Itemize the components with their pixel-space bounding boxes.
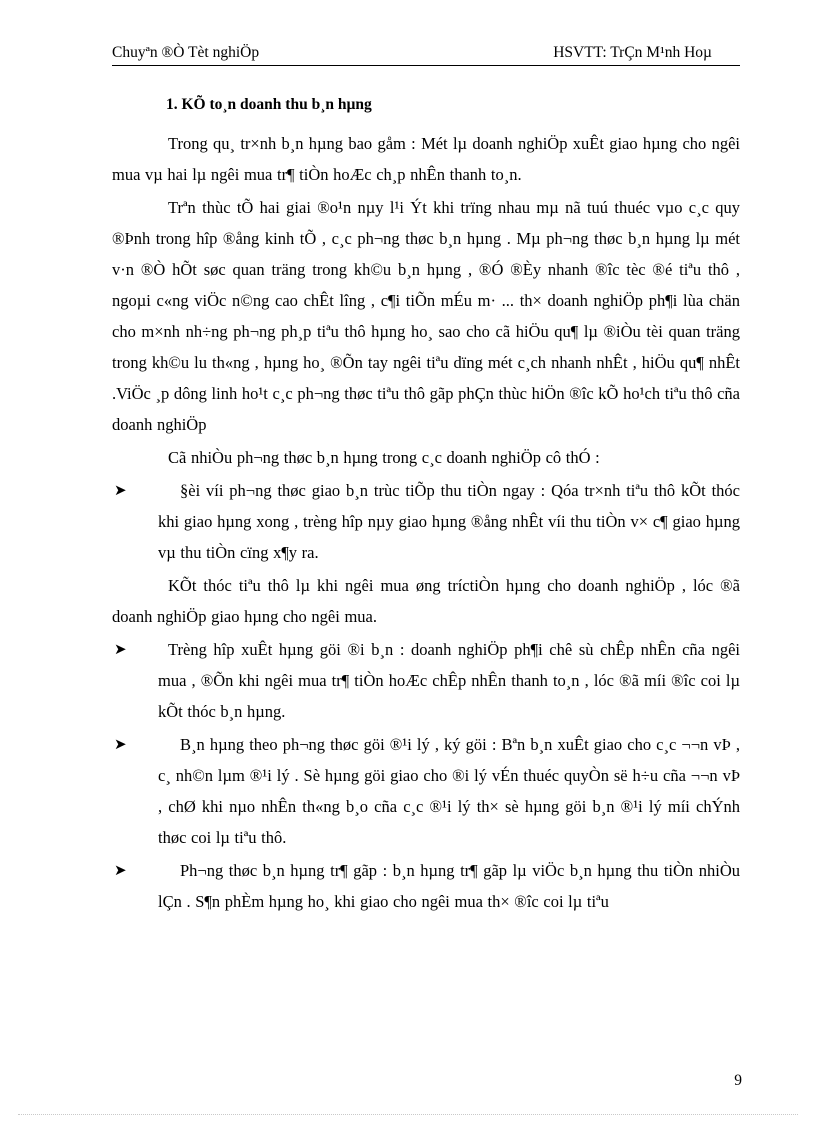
list-item-text: Trèng hîp xuÊt hµng göi ®i b¸n : doanh nghiÖp ph¶i chê sù chÊp nhÊn cña ngêi mua , ®Õn khi ngêi mua tr¶ tiÒn hoÆc chÊp nhÊn thanh to¸n , lóc ®ã míi ®îc coi lµ kÕt thóc b¸n hµng. bbox=[158, 640, 740, 721]
paragraph: Trªn thùc tÕ hai giai ®o¹n nµy l¹i Ýt khi trïng nhau mµ nã tuú thuéc vµo c¸c quy ®Þnh trong hîp ®ång kinh tÕ , c¸c ph¬ng thøc b¸n hµng . Mµ ph¬ng thøc b¸n hµng lµ mét v·n ®Ò hÕt søc quan träng trong kh©u b¸n hµng , ®Ó ®Èy nhanh ®îc tèc ®é tiªu thô , ngoµi c«ng viÖc n©ng cao chÊt lîng , c¶i tiÕn mÉu m· ... th× doanh nghiÖp ph¶i lùa chän cho m×nh nh÷ng ph¬ng ph¸p tiªu thô hµng ho¸ sao cho cã hiÖu qu¶ lµ ®iÒu tèi quan träng trong kh©u lu th«ng , hµng ho¸ ®Õn tay ngêi tiªu dïng mét c¸ch nhanh nhÊt , hiÖu qu¶ nhÊt .ViÖc ¸p dông linh ho¹t c¸c ph¬ng thøc tiªu thô gãp phÇn thùc hiÖn ®îc kÕ ho¹ch tiªu thô cña doanh nghiÖp bbox=[112, 198, 740, 434]
section-heading: 1. KÕ to¸n doanh thu b¸n hµng bbox=[166, 96, 372, 113]
header-right-text: HSVTT: TrÇn M¹nh Hoµ bbox=[553, 44, 712, 61]
list-item bbox=[112, 634, 740, 727]
header-left-text: Chuyªn ®Ò Tèt nghiÖp bbox=[112, 44, 260, 61]
paragraph: Trong qu¸ tr×nh b¸n hµng bao gåm : Mét lµ doanh nghiÖp xuÊt giao hµng cho ngêi mua vµ hai lµ ngêi mua tr¶ tiÒn hoÆc ch¸p nhÊn thanh to¸n. bbox=[112, 134, 740, 184]
list-item-text: §èi víi ph¬ng thøc giao b¸n trùc tiÕp thu tiÒn ngay : Qóa tr×nh tiªu thô kÕt thóc khi giao hµng xong , trèng hîp nµy giao hµng ®ång nhÊt víi thu tiÒn v× c¶ giao hµng vµ thu tiÒn cïng x¶y ra. bbox=[158, 481, 740, 562]
page-number: 9 bbox=[734, 1072, 742, 1089]
list-item bbox=[112, 855, 740, 917]
arrow-bullet-icon: ➤ bbox=[114, 481, 127, 499]
list-item bbox=[112, 729, 740, 853]
arrow-bullet-icon: ➤ bbox=[114, 861, 127, 879]
arrow-bullet-icon: ➤ bbox=[114, 735, 127, 753]
page-bottom-divider bbox=[18, 1114, 798, 1115]
running-header bbox=[112, 44, 740, 66]
paragraph: KÕt thóc tiªu thô lµ khi ngêi mua øng tríctiÒn hµng cho doanh nghiÖp , lóc ®ã doanh nghiÖp giao hµng cho ngêi mua. bbox=[112, 576, 740, 626]
arrow-bullet-icon: ➤ bbox=[114, 640, 127, 658]
paragraph: Cã nhiÒu ph¬ng thøc b¸n hµng trong c¸c doanh nghiÖp cô thÓ : bbox=[168, 448, 600, 467]
page-content-area bbox=[112, 44, 742, 919]
list-item bbox=[112, 475, 740, 568]
document-body bbox=[112, 96, 740, 917]
list-item-text: Ph¬ng thøc b¸n hµng tr¶ gãp : b¸n hµng tr¶ gãp lµ viÖc b¸n hµng thu tiÒn nhiÒu lÇn . S¶n phÈm hµng ho¸ khi giao cho ngêi mua th× ®îc coi lµ tiªu bbox=[158, 861, 740, 911]
list-item-text: B¸n hµng theo ph¬ng thøc göi ®¹i lý , ký göi : Bªn b¸n xuÊt giao cho c¸c ¬¬n vÞ , c¸ nh©n lµm ®¹i lý . Sè hµng göi giao cho ®i lý vÉn thuéc quyÒn së h÷u cña ¬¬n vÞ , chØ khi nµo nhÊn th«ng b¸o cña c¸c ®¹i lý th× sè hµng göi b¸n ®¹i lý míi chÝnh thøc coi lµ tiªu thô. bbox=[158, 735, 740, 847]
